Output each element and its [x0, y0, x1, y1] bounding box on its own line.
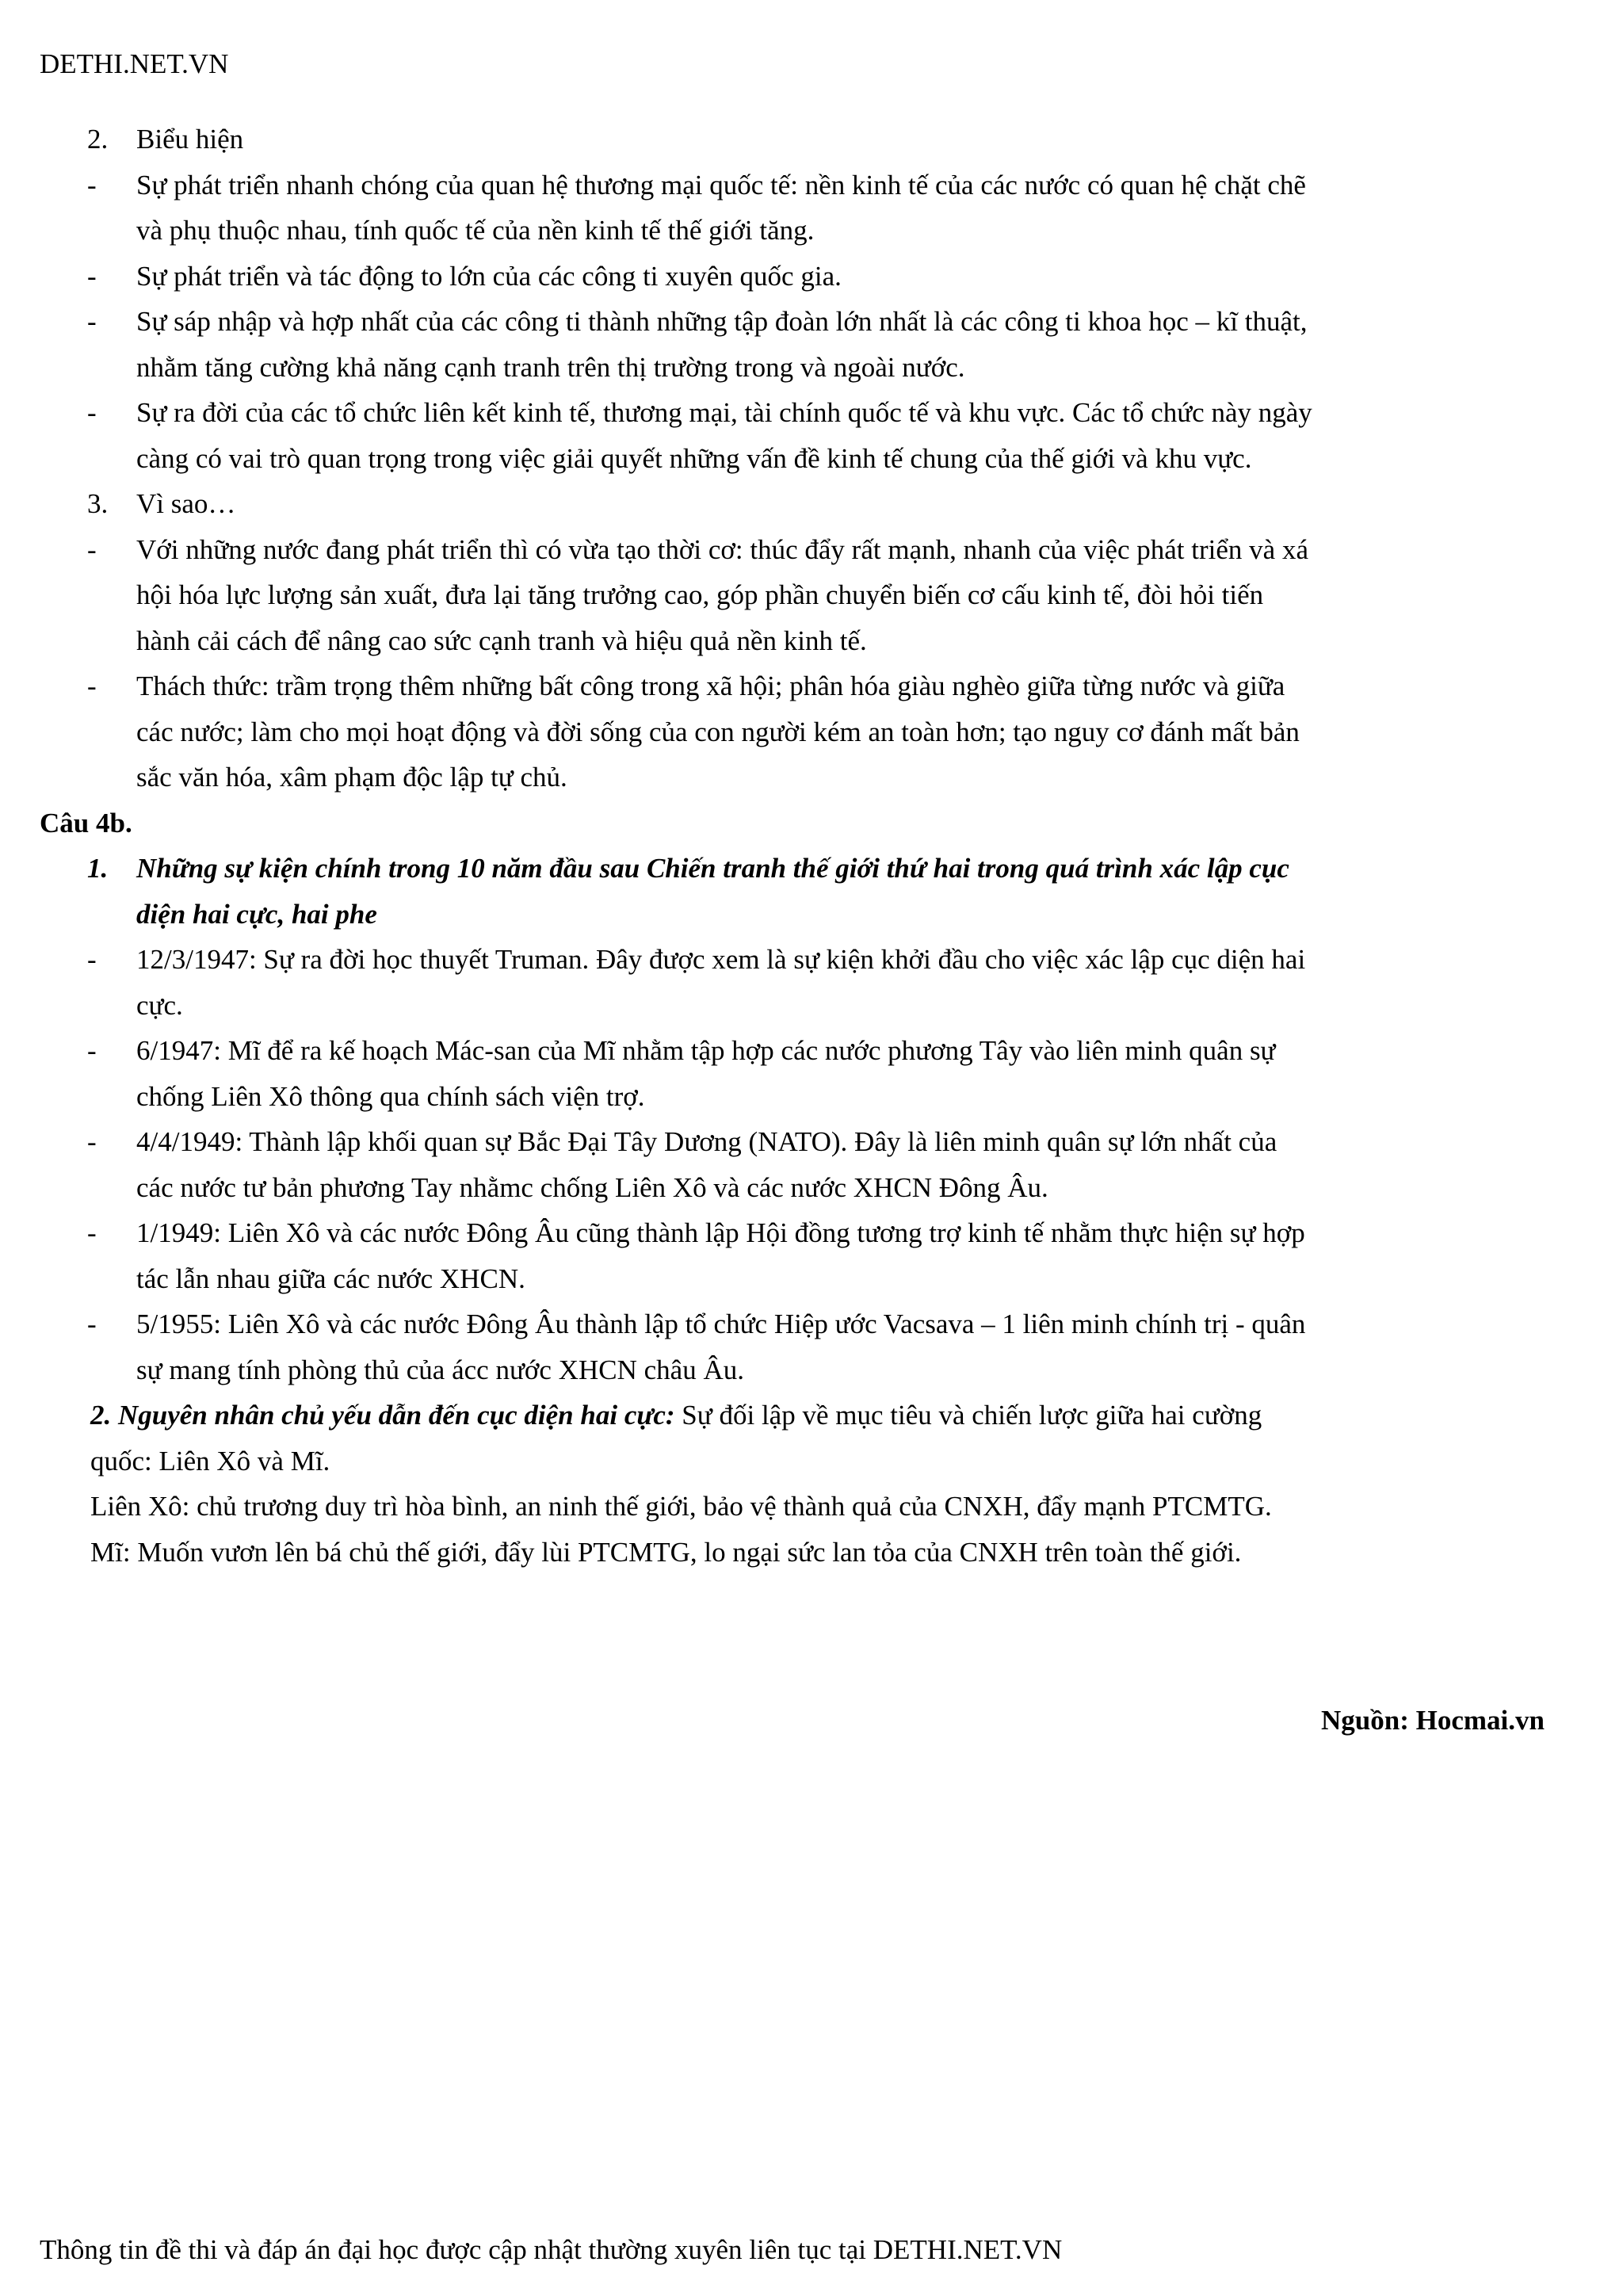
- list-item-text: hội hóa lực lượng sản xuất, đưa lại tăng trưởng cao, góp phần chuyển biến cơ cấu kinh tế, đòi hỏi tiến: [136, 579, 1264, 610]
- list-item: [40, 663, 1545, 800]
- list-item-text: cực.: [136, 989, 183, 1021]
- mi-text: Mĩ: Muốn vươn lên bá chủ thế giới, đẩy lùi PTCMTG, lo ngại sức lan tỏa của CNXH trên toàn thế giới.: [90, 1536, 1242, 1568]
- list-item: [40, 937, 1545, 1028]
- list-item-text: và phụ thuộc nhau, tính quốc tế của nền kinh tế thế giới tăng.: [136, 215, 815, 246]
- list-item-text: tác lẫn nhau giữa các nước XHCN.: [136, 1263, 525, 1294]
- question-heading: [40, 800, 1545, 846]
- list-item-text: hành cải cách để nâng cao sức cạnh tranh và hiệu quả nền kinh tế.: [136, 625, 867, 656]
- part-2-text: quốc: Liên Xô và Mĩ.: [90, 1445, 330, 1477]
- list-item-text: 5/1955: Liên Xô và các nước Đông Âu thành lập tổ chức Hiệp ước Vacsava – 1 liên minh chính trị - quân: [136, 1308, 1306, 1339]
- section-title: Vì sao…: [136, 488, 236, 519]
- section-number: 3.: [87, 488, 109, 519]
- lienxo-line: [40, 1484, 1545, 1530]
- section-number: 2.: [87, 124, 109, 155]
- list-item: [40, 1210, 1545, 1301]
- site-header: DETHI.NET.VN: [40, 48, 229, 79]
- part-title: Những sự kiện chính trong 10 năm đầu sau Chiến tranh thế giới thứ hai trong quá trình xác lập cục: [136, 853, 1289, 884]
- part-1-heading: [40, 846, 1545, 892]
- list-item-text: các nước; làm cho mọi hoạt động và đời sống của con người kém an toàn hơn; tạo nguy cơ đánh mất bản: [136, 716, 1300, 747]
- section-2-heading: [40, 117, 1545, 162]
- bullet-dash: -: [87, 1217, 97, 1248]
- list-item-text: nhằm tăng cường khả năng cạnh tranh trên thị trường trong và ngoài nước.: [136, 351, 965, 383]
- part-2-paragraph: [40, 1392, 1545, 1438]
- list-item-text: Sự ra đời của các tổ chức liên kết kinh tế, thương mại, tài chính quốc tế và khu vực. Các tổ chức này ngày: [136, 397, 1312, 428]
- bullet-dash: -: [87, 169, 97, 201]
- mi-line: [40, 1530, 1545, 1576]
- list-item-text: Sự sáp nhập và hợp nhất của các công ti thành những tập đoàn lớn nhất là các công ti khoa học – kĩ thuật,: [136, 306, 1308, 337]
- list-item-text: sắc văn hóa, xâm phạm độc lập tự chủ.: [136, 762, 567, 793]
- document-body: [40, 117, 1545, 1575]
- list-item-text: 1/1949: Liên Xô và các nước Đông Âu cũng thành lập Hội đồng tương trợ kinh tế nhằm thực hiện sự hợp: [136, 1217, 1305, 1248]
- list-item-text: chống Liên Xô thông qua chính sách viện trợ.: [136, 1080, 645, 1112]
- lienxo-text: Liên Xô: chủ trương duy trì hòa bình, an ninh thế giới, bảo vệ thành quả của CNXH, đẩy mạnh PTCMTG.: [90, 1491, 1272, 1522]
- list-item-text: 6/1947: Mĩ để ra kế hoạch Mác-san của Mĩ nhằm tập hợp các nước phương Tây vào liên minh quân sự: [136, 1035, 1276, 1066]
- list-item-text: Thách thức: trầm trọng thêm những bất công trong xã hội; phân hóa giàu nghèo giữa từng nước và giữa: [136, 670, 1285, 701]
- bullet-dash: -: [87, 260, 97, 292]
- list-item: [40, 1301, 1545, 1392]
- section-title: Biểu hiện: [136, 124, 244, 155]
- list-item: [40, 1119, 1545, 1210]
- list-item-text: 4/4/1949: Thành lập khối quan sự Bắc Đại Tây Dương (NATO). Đây là liên minh quân sự lớn nhất của: [136, 1126, 1277, 1157]
- part-2-text: Sự đối lập về mục tiêu và chiến lược giữa hai cường: [674, 1400, 1262, 1431]
- list-item: [40, 299, 1545, 390]
- bullet-dash: -: [87, 306, 97, 337]
- list-item-text: Sự phát triển nhanh chóng của quan hệ thương mại quốc tế: nền kinh tế của các nước có quan hệ chặt chẽ: [136, 169, 1306, 201]
- part-number: 1.: [87, 853, 109, 884]
- bullet-dash: -: [87, 944, 97, 975]
- bullet-dash: -: [87, 1035, 97, 1066]
- part-2-continuation: [40, 1438, 1545, 1484]
- bullet-dash: -: [87, 397, 97, 428]
- bullet-dash: -: [87, 1126, 97, 1157]
- bullet-dash: -: [87, 670, 97, 701]
- list-item-text: các nước tư bản phương Tay nhằmc chống Liên Xô và các nước XHCN Đông Âu.: [136, 1171, 1048, 1203]
- list-item-text: Với những nước đang phát triển thì có vừa tạo thời cơ: thúc đẩy rất mạnh, nhanh của việc phát triển và xá: [136, 533, 1308, 565]
- part-title-continuation: [40, 892, 1545, 938]
- list-item-text: 12/3/1947: Sự ra đời học thuyết Truman. Đây được xem là sự kiện khởi đầu cho việc xác lập cục diện hai: [136, 944, 1306, 975]
- part-2-title: 2. Nguyên nhân chủ yếu dẫn đến cục diện hai cực:: [90, 1400, 675, 1431]
- list-item: [40, 254, 1545, 300]
- list-item-text: Sự phát triển và tác động to lớn của các công ti xuyên quốc gia.: [136, 260, 842, 292]
- page-footer: Thông tin đề thi và đáp án đại học được cập nhật thường xuyên liên tục tại DETHI.NET.VN: [40, 2234, 1063, 2265]
- question-label: Câu 4b.: [40, 807, 132, 839]
- list-item: [40, 1028, 1545, 1119]
- list-item: [40, 162, 1545, 254]
- bullet-dash: -: [87, 533, 97, 565]
- list-item-text: sự mang tính phòng thủ của ácc nước XHCN châu Âu.: [136, 1354, 744, 1385]
- section-3-heading: [40, 481, 1545, 527]
- bullet-dash: -: [87, 1308, 97, 1339]
- list-item-text: càng có vai trò quan trọng trong việc giải quyết những vấn đề kinh tế chung của thế giới và khu vực.: [136, 442, 1252, 474]
- part-title: diện hai cực, hai phe: [136, 898, 377, 930]
- list-item: [40, 390, 1545, 481]
- list-item: [40, 527, 1545, 664]
- source-credit: Nguồn: Hocmai.vn: [1321, 1705, 1545, 1736]
